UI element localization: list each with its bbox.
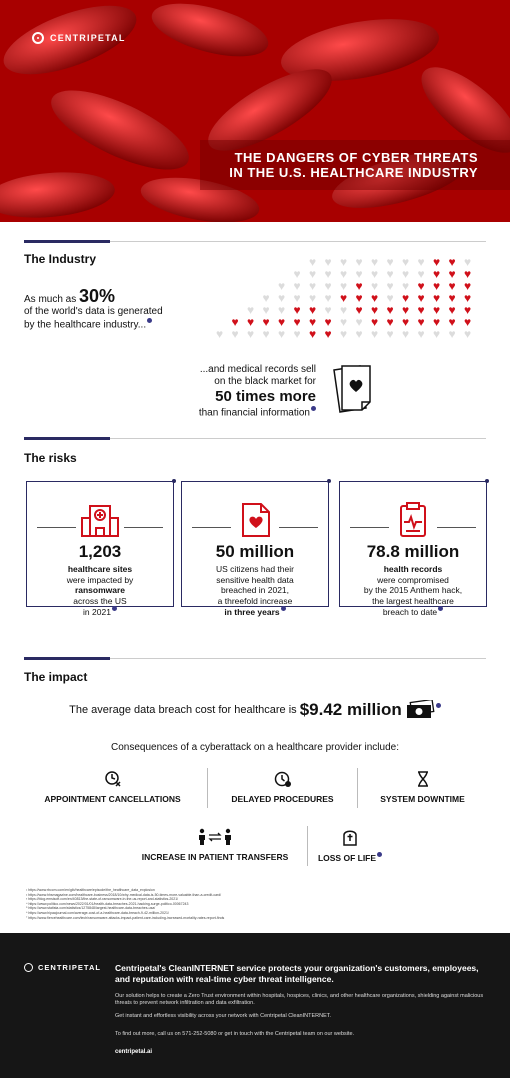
heart-icon: ♥ — [448, 255, 456, 269]
heart-icon: ♥ — [293, 291, 301, 305]
impact-label: LOSS OF LIFE — [317, 852, 377, 863]
heart-icon: ♥ — [355, 255, 363, 269]
card-corner-dot — [327, 479, 331, 483]
section-divider — [110, 241, 486, 242]
heart-icon: ♥ — [433, 291, 441, 305]
heart-icon: ♥ — [386, 327, 394, 341]
heart-icon: ♥ — [293, 315, 301, 329]
hero-title-line2: IN THE U.S. HEALTHCARE INDUSTRY — [229, 165, 478, 180]
heart-icon: ♥ — [309, 315, 317, 329]
divider — [357, 768, 358, 808]
heart-icon: ♥ — [402, 291, 410, 305]
impact-patient-transfers — [130, 828, 300, 862]
footer — [0, 933, 510, 1078]
section-divider — [110, 658, 486, 659]
impact-system-downtime — [360, 770, 485, 804]
heart-icon: ♥ — [371, 315, 379, 329]
tombstone-icon — [342, 828, 358, 846]
stat-line3: by the healthcare industry... — [24, 319, 147, 331]
heart-icon: ♥ — [448, 291, 456, 305]
heart-icon: ♥ — [464, 255, 472, 269]
industry-heading: The Industry — [24, 252, 97, 266]
divider — [307, 826, 308, 866]
footnote-icon — [311, 406, 316, 411]
heart-icon: ♥ — [386, 279, 394, 293]
heart-icon: ♥ — [402, 267, 410, 281]
avg-text: The average data breach cost for healthcare is — [69, 703, 297, 716]
hero-title-line1: THE DANGERS OF CYBER THREATS — [234, 150, 478, 165]
card-corner-dot — [485, 479, 489, 483]
heart-icon: ♥ — [464, 279, 472, 293]
heart-icon: ♥ — [433, 327, 441, 341]
reference-item[interactable]: ⁴ https://www.politico.com/news/2022/01/01/health-data-breaches-2021-hacking-surge-politico-00067243 — [26, 901, 189, 906]
section-divider — [110, 438, 486, 439]
footnote-icon — [147, 318, 152, 323]
risk-card-anthem — [339, 481, 487, 617]
desc-line: healthcare sites — [67, 564, 133, 574]
heart-icon: ♥ — [340, 327, 348, 341]
heart-icon: ♥ — [433, 279, 441, 293]
average-cost — [0, 700, 510, 720]
footnote-icon — [281, 606, 286, 611]
footnote-icon — [377, 852, 382, 857]
heart-icon: ♥ — [278, 315, 286, 329]
desc-line: breach to date — [382, 606, 438, 617]
brand-name: CENTRIPETAL — [50, 33, 126, 43]
heart-icon: ♥ — [340, 291, 348, 305]
impact-delayed-procedures — [210, 770, 355, 804]
heart-icon: ♥ — [402, 327, 410, 341]
heart-icon: ♥ — [371, 291, 379, 305]
heart-icon: ♥ — [371, 255, 379, 269]
reference-item[interactable]: ¹ https://www.rbccm.com/en/gib/healthcare/episode/the_healthcare_data_explosion — [26, 888, 155, 892]
risk-number: 78.8 million — [366, 542, 460, 561]
medical-record-icon — [330, 362, 378, 423]
heart-icon: ♥ — [448, 303, 456, 317]
risk-number: 50 million — [215, 542, 295, 561]
footnote-icon — [436, 703, 441, 708]
heart-icon: ♥ — [371, 267, 379, 281]
desc-line: a threefold increase — [217, 595, 293, 606]
heart-icon: ♥ — [293, 267, 301, 281]
desc-line: sensitive health data — [216, 574, 294, 585]
heart-icon: ♥ — [278, 303, 286, 317]
avg-value: $9.42 million — [299, 700, 402, 719]
impact-appointment-cancellations — [30, 770, 195, 804]
hero-title — [229, 150, 478, 180]
risk-description — [33, 564, 167, 617]
impact-heading: The impact — [24, 670, 88, 684]
heart-icon: ♥ — [355, 315, 363, 329]
footnote-icon — [438, 606, 443, 611]
hero-banner — [0, 0, 510, 222]
hospital-icon — [76, 500, 124, 545]
stat-prefix: As much as — [24, 294, 77, 305]
heart-icon: ♥ — [448, 279, 456, 293]
heart-icon: ♥ — [386, 255, 394, 269]
centripetal-logo-icon — [24, 963, 33, 972]
heart-icon: ♥ — [433, 255, 441, 269]
heart-icon: ♥ — [371, 279, 379, 293]
heart-icon: ♥ — [324, 255, 332, 269]
centripetal-logo-icon — [32, 32, 44, 44]
desc-line: in three years — [224, 606, 280, 617]
reference-item[interactable]: ⁷ https://www.fiercehealthcare.com/tech/ransomware-attacks-impact-patient-care-including-increased-mortality-rates-report-finds — [26, 915, 225, 920]
heart-icon: ♥ — [386, 291, 394, 305]
impact-label: APPOINTMENT CANCELLATIONS — [44, 794, 181, 804]
patient-transfer-icon — [197, 828, 233, 846]
section-accent-bar — [24, 240, 110, 243]
heart-icon: ♥ — [262, 303, 270, 317]
heart-icon: ♥ — [324, 279, 332, 293]
heart-icon: ♥ — [278, 291, 286, 305]
risk-card-citizens — [181, 481, 329, 617]
impact-label: INCREASE IN PATIENT TRANSFERS — [141, 852, 289, 862]
heart-icon: ♥ — [278, 327, 286, 341]
footer-website-link[interactable]: centripetal.ai — [115, 1049, 153, 1055]
heart-icon: ♥ — [293, 327, 301, 341]
heart-icon: ♥ — [324, 267, 332, 281]
brand-logo[interactable] — [32, 32, 126, 44]
industry-stat — [24, 286, 204, 331]
heart-icon: ♥ — [216, 327, 224, 341]
divider — [207, 768, 208, 808]
heart-icon: ♥ — [402, 315, 410, 329]
heart-icon: ♥ — [355, 303, 363, 317]
heart-icon: ♥ — [371, 327, 379, 341]
reference-item[interactable]: ² https://www.hhsmagazine.com/healthcare-business/2018/10/why-medical-data-is-50-times-more-valuable-than-a-credit-card/ — [26, 892, 222, 897]
heart-icon: ♥ — [386, 303, 394, 317]
card-corner-dot — [172, 479, 176, 483]
heart-icon: ♥ — [448, 267, 456, 281]
impact-label: SYSTEM DOWNTIME — [380, 794, 465, 804]
heart-icon: ♥ — [247, 327, 255, 341]
heart-icon: ♥ — [464, 315, 472, 329]
heart-icon: ♥ — [464, 327, 472, 341]
heart-icon: ♥ — [293, 303, 301, 317]
heart-icon: ♥ — [448, 315, 456, 329]
heart-icon: ♥ — [464, 303, 472, 317]
heart-icon: ♥ — [262, 327, 270, 341]
heart-icon: ♥ — [355, 267, 363, 281]
money-icon — [405, 700, 435, 720]
clipboard-icon — [389, 500, 437, 545]
desc-line: were compromised — [377, 574, 449, 585]
risk-description — [188, 564, 322, 617]
stat-value: 30% — [79, 286, 116, 306]
heart-icon: ♥ — [417, 327, 425, 341]
desc-line: ransomware — [74, 585, 126, 595]
heart-icon: ♥ — [417, 291, 425, 305]
heart-icon: ♥ — [355, 327, 363, 341]
heart-icon: ♥ — [309, 255, 317, 269]
heart-icon: ♥ — [262, 291, 270, 305]
heart-icon: ♥ — [355, 279, 363, 293]
clock-cancel-icon — [104, 770, 122, 788]
footnote-icon — [112, 606, 117, 611]
heart-icon: ♥ — [371, 303, 379, 317]
heart-icon: ♥ — [340, 315, 348, 329]
heart-icon: ♥ — [464, 291, 472, 305]
heart-icon: ♥ — [464, 267, 472, 281]
heart-icon: ♥ — [402, 279, 410, 293]
desc-line: US citizens had their — [216, 564, 294, 574]
hourglass-icon — [414, 770, 432, 788]
heart-icon: ♥ — [417, 267, 425, 281]
heart-icon: ♥ — [340, 279, 348, 293]
heart-icon: ♥ — [324, 303, 332, 317]
heart-icon: ♥ — [324, 315, 332, 329]
heart-icon: ♥ — [417, 255, 425, 269]
heart-icon: ♥ — [386, 267, 394, 281]
timer-icon — [274, 770, 292, 788]
impact-label: DELAYED PROCEDURES — [231, 794, 334, 804]
heart-icon: ♥ — [278, 279, 286, 293]
consequences-intro: Consequences of a cyberattack on a healthcare provider include: — [111, 742, 399, 753]
heart-icon: ♥ — [433, 303, 441, 317]
reference-item[interactable]: ⁵ https://www.statista.com/statistics/1275848/largest-healthcare-data-breaches-usa/ — [26, 906, 156, 911]
heart-icon: ♥ — [293, 279, 301, 293]
footer-logo[interactable] — [24, 963, 101, 972]
section-accent-bar — [24, 437, 110, 440]
section-accent-bar — [24, 657, 110, 660]
sell-big: 50 times more — [215, 388, 316, 405]
heart-icon: ♥ — [340, 303, 348, 317]
references-list — [26, 888, 224, 920]
heart-icon: ♥ — [340, 255, 348, 269]
heart-icon: ♥ — [309, 303, 317, 317]
impact-loss-of-life — [315, 828, 385, 863]
reference-item[interactable]: ³ https://blog.emsisoft.com/en/40813/the-state-of-ransomware-in-the-us-report-and-statistics-2021/ — [26, 897, 179, 902]
heart-icon: ♥ — [386, 315, 394, 329]
footer-paragraph: Our solution helps to create a Zero Trust environment within hospitals, hospices, clinics, and other healthcare organizations, shielding against malicious threats to prevent network infiltration and data exfiltration. — [115, 993, 484, 1006]
black-market-stat — [150, 364, 316, 419]
heart-icon: ♥ — [324, 291, 332, 305]
footer-headline: Centripetal's CleanINTERNET service protects your organization's customers, employees, and reputation with real-time cyber threat intelligence. — [115, 963, 479, 984]
sell-line3: than financial information — [198, 407, 310, 419]
heart-icon: ♥ — [433, 267, 441, 281]
heart-icon: ♥ — [433, 315, 441, 329]
heart-icon: ♥ — [309, 327, 317, 341]
desc-line: in 2021 — [83, 606, 111, 617]
heart-icon: ♥ — [309, 291, 317, 305]
heart-icon: ♥ — [247, 315, 255, 329]
heart-icon: ♥ — [417, 315, 425, 329]
sell-line2: on the black market for — [214, 376, 316, 387]
heart-icon: ♥ — [417, 303, 425, 317]
heart-icon: ♥ — [340, 267, 348, 281]
desc-line: by the 2015 Anthem hack, — [363, 585, 463, 595]
risk-description — [346, 564, 480, 617]
sell-line1: ...and medical records sell — [199, 364, 316, 375]
heart-icon: ♥ — [402, 255, 410, 269]
heart-icon: ♥ — [247, 303, 255, 317]
desc-line: across the US — [73, 595, 127, 606]
heart-icon: ♥ — [355, 291, 363, 305]
heart-icon: ♥ — [262, 315, 270, 329]
desc-line: were impacted by — [66, 574, 134, 585]
desc-line: the largest healthcare — [372, 595, 454, 606]
footer-paragraph: Get instant and effortless visibility across your network with Centripetal CleanINTERNET. — [115, 1013, 332, 1019]
risks-heading: The risks — [24, 451, 77, 465]
health-file-icon — [231, 500, 279, 545]
desc-line: breached in 2021, — [220, 585, 290, 595]
heart-icon: ♥ — [402, 303, 410, 317]
heart-icon: ♥ — [417, 279, 425, 293]
heart-icon: ♥ — [309, 279, 317, 293]
heart-icon: ♥ — [231, 327, 239, 341]
heart-icon: ♥ — [309, 267, 317, 281]
stat-line2: of the world's data is generated — [24, 306, 163, 317]
footer-paragraph: To find out more, call us on 571-252-5080 or get in touch with the Centripetal team on our website. — [115, 1031, 355, 1037]
desc-line: health records — [383, 564, 443, 574]
risk-card-ransomware — [26, 481, 174, 617]
heart-icon: ♥ — [231, 315, 239, 329]
heart-icon: ♥ — [324, 327, 332, 341]
heart-icon: ♥ — [448, 327, 456, 341]
reference-item[interactable]: ⁶ https://www.hipaajournal.com/average-cost-of-a-healthcare-data-breach-9-42-million-2021/ — [26, 910, 169, 915]
risk-number: 1,203 — [78, 542, 122, 561]
footer-brand-name: CENTRIPETAL — [38, 963, 101, 972]
